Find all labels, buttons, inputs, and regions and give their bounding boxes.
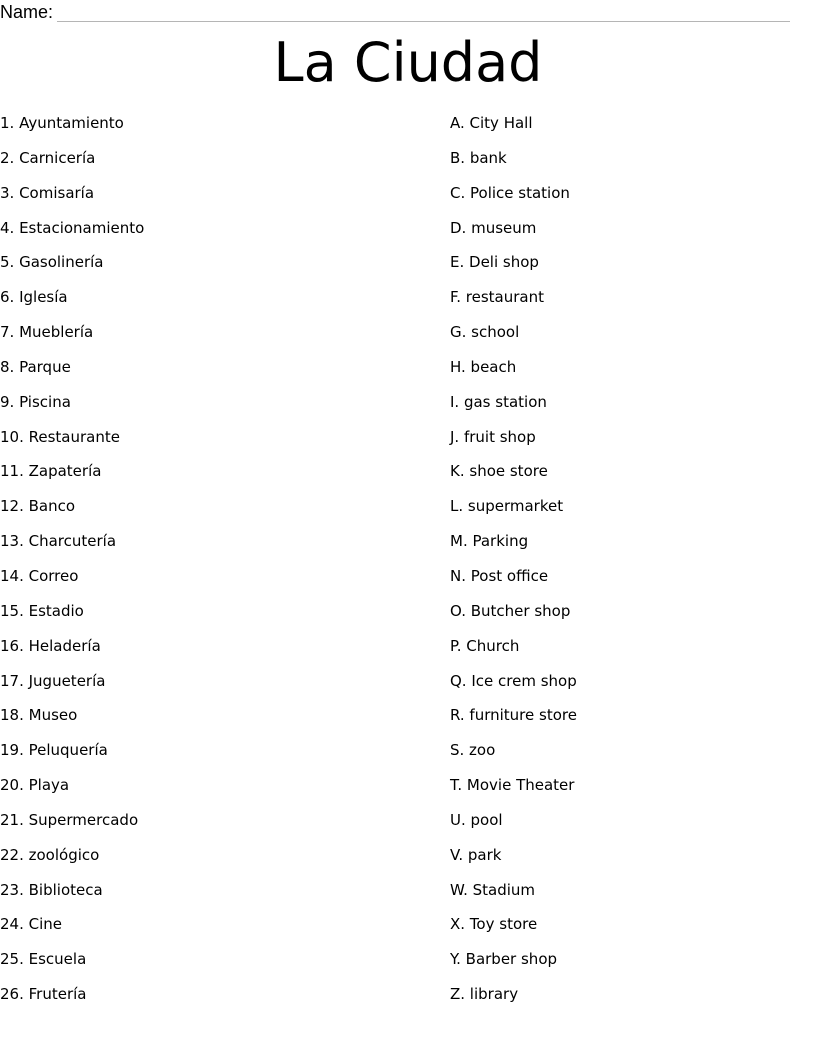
- definitions-list: [450, 113, 810, 1019]
- definition-item: V. park: [450, 845, 502, 864]
- term-item: 13. Charcutería: [0, 532, 117, 551]
- name-field: [0, 0, 790, 22]
- name-label: Name:: [0, 2, 54, 22]
- term-item: 20. Playa: [0, 776, 70, 795]
- definition-item: M. Parking: [450, 532, 529, 551]
- definition-item: E. Deli shop: [450, 253, 539, 272]
- term-item: 8. Parque: [0, 357, 71, 376]
- definition-item: U. pool: [450, 810, 503, 829]
- term-item: 3. Comisaría: [0, 183, 95, 202]
- term-item: 24. Cine: [0, 915, 62, 934]
- definition-item: O. Butcher shop: [450, 601, 571, 620]
- definition-item: Y. Barber shop: [450, 950, 558, 969]
- definition-item: W. Stadium: [450, 880, 536, 899]
- definition-item: A. City Hall: [450, 114, 533, 132]
- definition-item: N. Post office: [450, 566, 549, 585]
- term-item: 26. Frutería: [0, 985, 87, 1004]
- term-item: 16. Heladería: [0, 636, 101, 655]
- page-title: La Ciudad: [273, 31, 543, 94]
- term-item: 7. Mueblería: [0, 323, 94, 342]
- term-item: 15. Estadio: [0, 601, 84, 620]
- term-item: 11. Zapatería: [0, 462, 102, 481]
- definition-item: B. bank: [450, 148, 507, 167]
- term-item: 18. Museo: [0, 706, 78, 725]
- definition-item: P. Church: [450, 636, 520, 655]
- definition-item: C. Police station: [450, 183, 570, 202]
- term-item: 1. Ayuntamiento: [0, 114, 124, 132]
- term-item: 9. Piscina: [0, 392, 71, 411]
- terms-list: [0, 113, 430, 1019]
- definition-item: I. gas station: [450, 392, 547, 411]
- term-item: 14. Correo: [0, 566, 79, 585]
- definition-item: S. zoo: [450, 741, 496, 760]
- term-item: 5. Gasolinería: [0, 253, 104, 272]
- definition-item: H. beach: [450, 357, 517, 376]
- name-blank-line: [57, 4, 790, 22]
- term-item: 23. Biblioteca: [0, 880, 103, 899]
- definition-item: G. school: [450, 323, 520, 342]
- term-item: 25. Escuela: [0, 950, 87, 969]
- definition-item: Q. Ice crem shop: [450, 671, 577, 690]
- definition-item: K. shoe store: [450, 462, 548, 481]
- definition-item: T. Movie Theater: [450, 776, 575, 795]
- term-item: 19. Peluquería: [0, 741, 108, 760]
- term-item: 4. Estacionamiento: [0, 218, 145, 237]
- term-item: 21. Supermercado: [0, 810, 139, 829]
- term-item: 2. Carnicería: [0, 148, 96, 167]
- term-item: 6. Iglesía: [0, 288, 68, 307]
- term-item: 17. Juguetería: [0, 671, 106, 690]
- definition-item: Z. library: [450, 985, 519, 1004]
- term-item: 10. Restaurante: [0, 427, 120, 446]
- definition-item: D. museum: [450, 218, 537, 237]
- term-item: 22. zoológico: [0, 845, 100, 864]
- definition-item: J. fruit shop: [450, 427, 536, 446]
- definition-item: R. furniture store: [450, 706, 577, 725]
- definition-item: X. Toy store: [450, 915, 538, 934]
- definition-item: F. restaurant: [450, 288, 544, 307]
- definition-item: L. supermarket: [450, 497, 564, 516]
- term-item: 12. Banco: [0, 497, 76, 516]
